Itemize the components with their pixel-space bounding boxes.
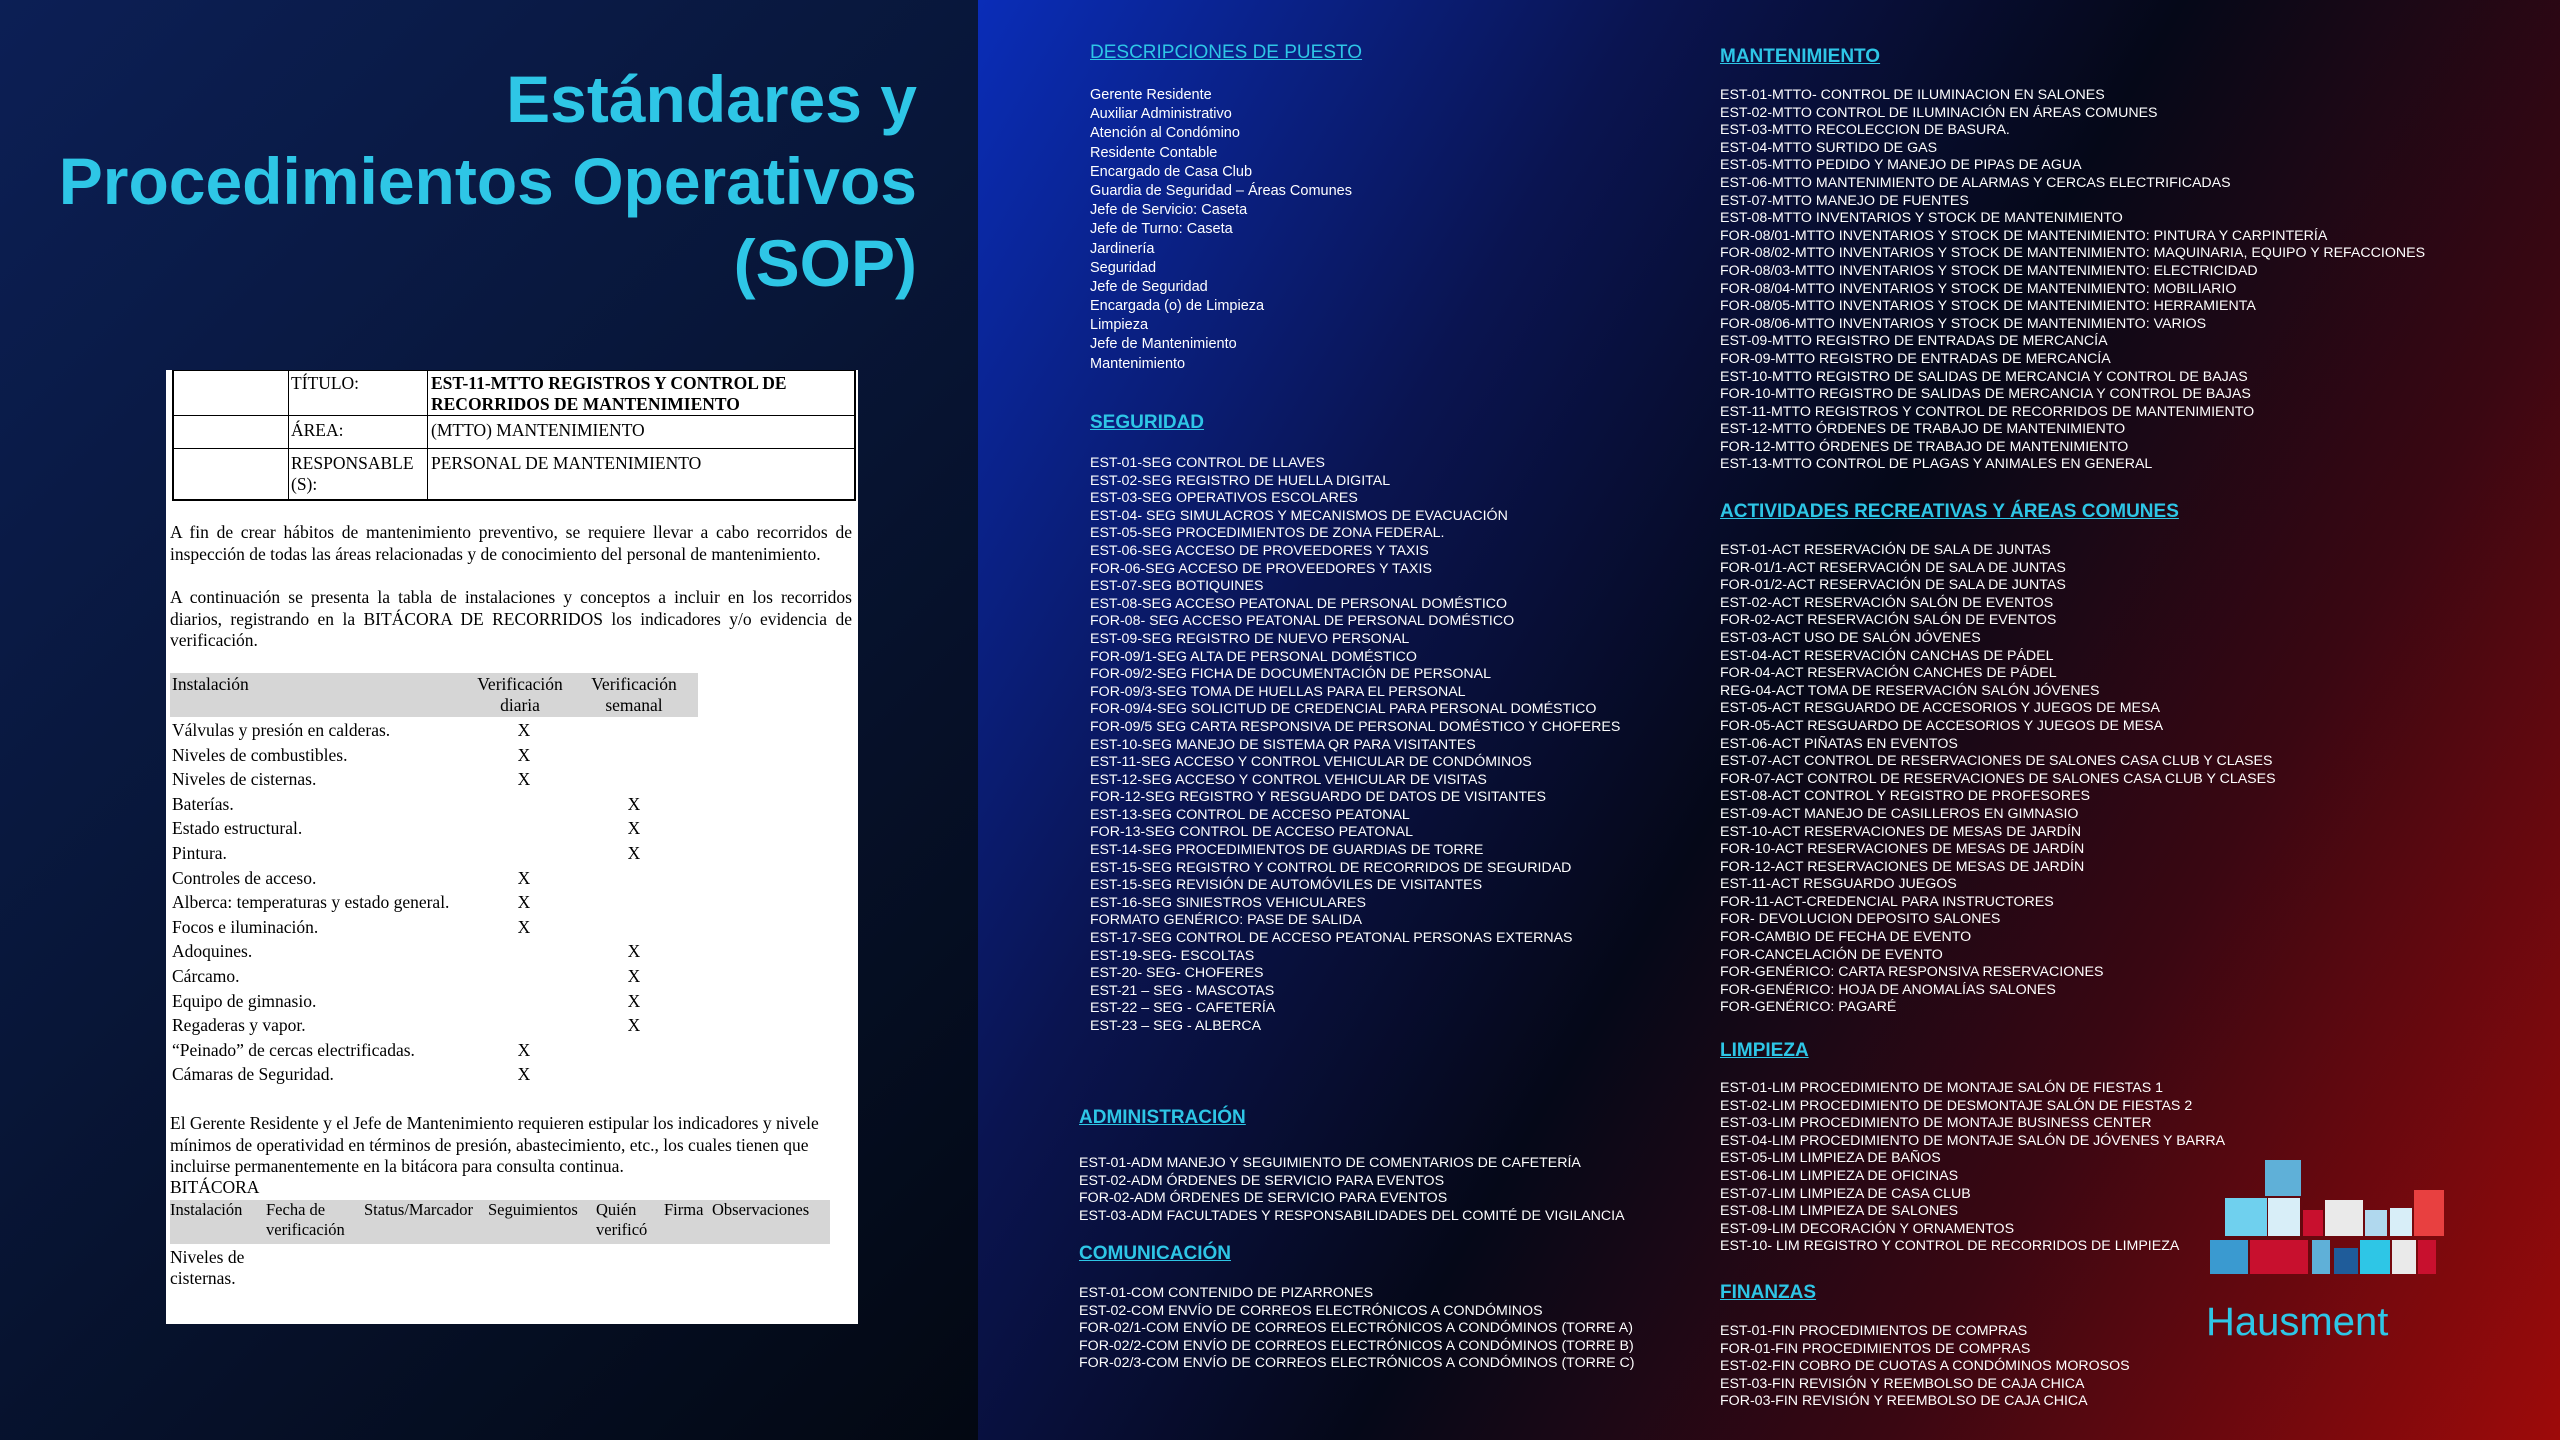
weekly-check: X [627, 990, 641, 1011]
list-item: EST-03-MTTO RECOLECCION DE BASURA. [1720, 122, 2010, 139]
list-item: EST-07-MTTO MANEJO DE FUENTES [1720, 192, 1969, 209]
daily-check: X [517, 720, 531, 740]
installation-row-label: Regaderas y vapor. [172, 1015, 306, 1036]
installation-row-label: Focos e iluminación. [172, 916, 319, 937]
daily-check: X [517, 1039, 531, 1060]
list-item: FOR-09/2-SEG FICHA DE DOCUMENTACIÓN DE PERSONAL [1090, 666, 1491, 683]
list-comunicacion [1079, 1285, 1634, 1373]
list-item: EST-01-MTTO- CONTROL DE ILUMINACION EN SALONES [1720, 87, 2105, 103]
list-item: FOR-01/2-ACT RESERVACIÓN DE SALA DE JUNTAS [1720, 577, 2066, 594]
list-item: EST-19-SEG- ESCOLTAS [1090, 947, 1255, 964]
list-item: EST-02-COM ENVÍO DE CORREOS ELECTRÓNICOS A CONDÓMINOS [1079, 1302, 1543, 1319]
installation-row-label: Cárcamo. [172, 966, 240, 986]
list-item: FOR-04-ACT RESERVACIÓN CANCHES DE PÁDEL [1720, 665, 2057, 682]
list-item: EST-07-ACT CONTROL DE RESERVACIONES DE SALONES CASA CLUB Y CLASES [1720, 753, 2273, 770]
list-item: FOR-12-ACT RESERVACIONES DE MESAS DE JARDÍN [1720, 858, 2085, 875]
list-item: EST-08-MTTO INVENTARIOS Y STOCK DE MANTENIMIENTO [1720, 210, 2123, 227]
list-item: EST-11-SEG ACCESO Y CONTROL VEHICULAR DE CONDÓMINOS [1090, 754, 1532, 771]
list-item: Jefe de Mantenimiento [1090, 336, 1237, 353]
list-item: FOR-09-MTTO REGISTRO DE ENTRADAS DE MERCANCÍA [1720, 350, 2111, 367]
document-header-table [172, 370, 856, 501]
bitacora-col-header: Instalación [170, 1200, 243, 1219]
header-row-area [174, 415, 854, 448]
list-item: EST-06-SEG ACCESO DE PROVEEDORES Y TAXIS [1090, 542, 1429, 559]
weekly-check: X [627, 793, 641, 814]
header-value: PERSONAL DE MANTENIMIENTO [431, 453, 702, 473]
list-mantenimiento [1720, 87, 2425, 474]
list-item: FOR-10-MTTO REGISTRO DE SALIDAS DE MERCANCIA Y CONTROL DE BAJAS [1720, 386, 2251, 403]
list-item: EST-10-ACT RESERVACIONES DE MESAS DE JARDÍN [1720, 823, 2082, 840]
list-item: EST-08-SEG ACCESO PEATONAL DE PERSONAL DOMÉSTICO [1090, 595, 1508, 612]
paragraph-3: El Gerente Residente y el Jefe de Mantenimiento requieren estipular los indicadores y nivele mínimos de operatividad en términos de presión, abastecimiento, etc., los cuales tienen que incluirse permanentemente en la bitácora para consulta continua. [170, 1113, 819, 1176]
list-item: EST-06-ACT PIÑATAS EN EVENTOS [1720, 735, 1958, 752]
header-label: ÁREA: [288, 416, 428, 448]
weekly-check: X [627, 843, 641, 863]
list-item: EST-11-MTTO REGISTROS Y CONTROL DE RECORRIDOS DE MANTENIMIENTO [1720, 403, 2255, 420]
sop-document [166, 370, 858, 1324]
header-row-title [174, 370, 854, 415]
list-item: EST-14-SEG PROCEDIMIENTOS DE GUARDIAS DE TORRE [1090, 842, 1484, 859]
installation-row-label: Controles de acceso. [172, 867, 317, 888]
installation-row-label: Baterías. [172, 793, 234, 814]
list-item: FOR-09/4-SEG SOLICITUD DE CREDENCIAL PARA PERSONAL DOMÉSTICO [1090, 701, 1597, 718]
list-item: Jefe de Turno: Caseta [1090, 221, 1233, 238]
list-item: EST-01-ADM MANEJO Y SEGUIMIENTO DE COMENTARIOS DE CAFETERÍA [1079, 1155, 1581, 1171]
list-item: EST-23 – SEG - ALBERCA [1090, 1018, 1262, 1034]
list-item: Jefe de Servicio: Caseta [1090, 202, 1248, 219]
list-item: EST-22 – SEG - CAFETERÍA [1090, 1000, 1276, 1017]
bitacora-col-header: Firma [664, 1200, 704, 1219]
section-title-comunicacion[interactable]: COMUNICACIÓN [1079, 1243, 1231, 1264]
list-item: EST-03-FIN REVISIÓN Y REEMBOLSO DE CAJA CHICA [1720, 1375, 2085, 1392]
installation-row-label: Equipo de gimnasio. [172, 990, 317, 1011]
list-item: EST-09-ACT MANEJO DE CASILLEROS EN GIMNASIO [1720, 805, 2079, 822]
list-item: Gerente Residente [1090, 87, 1212, 103]
list-item: FOR-08/02-MTTO INVENTARIOS Y STOCK DE MANTENIMIENTO: MAQUINARIA, EQUIPO Y REFACCIONES [1720, 245, 2426, 262]
list-item: EST-17-SEG CONTROL DE ACCESO PEATONAL PERSONAS EXTERNAS [1090, 930, 1573, 947]
list-item: FOR-02/3-COM ENVÍO DE CORREOS ELECTRÓNICOS A CONDÓMINOS (TORRE C) [1079, 1355, 1635, 1372]
installation-row-label: Cámaras de Seguridad. [172, 1064, 334, 1085]
list-item: FOR-05-ACT RESGUARDO DE ACCESORIOS Y JUEGOS DE MESA [1720, 717, 2164, 734]
installation-row-label: Niveles de combustibles. [172, 744, 348, 765]
list-item: Limpieza [1090, 317, 1149, 334]
list-item: FOR-08/05-MTTO INVENTARIOS Y STOCK DE MANTENIMIENTO: HERRAMIENTA [1720, 298, 2256, 315]
list-item: EST-02-ADM ÓRDENES DE SERVICIO PARA EVENTOS [1079, 1172, 1445, 1189]
list-item: FOR-08/03-MTTO INVENTARIOS Y STOCK DE MANTENIMIENTO: ELECTRICIDAD [1720, 262, 2258, 279]
list-item: FOR-09/3-SEG TOMA DE HUELLAS PARA EL PERSONAL [1090, 683, 1466, 700]
list-item: EST-16-SEG SINIESTROS VEHICULARES [1090, 894, 1366, 911]
list-item: EST-03-SEG OPERATIVOS ESCOLARES [1090, 490, 1358, 507]
list-item: FOR-01-FIN PROCEDIMIENTOS DE COMPRAS [1720, 1340, 2031, 1357]
installation-row-label: Válvulas y presión en calderas. [172, 720, 391, 740]
list-item: EST-01-LIM PROCEDIMIENTO DE MONTAJE SALÓN DE FIESTAS 1 [1720, 1080, 2164, 1096]
list-item: EST-06-MTTO MANTENIMIENTO DE ALARMAS Y CERCAS ELECTRIFICADAS [1720, 174, 2231, 191]
weekly-check: X [627, 941, 641, 962]
list-item: FOR- DEVOLUCION DEPOSITO SALONES [1720, 911, 2001, 928]
list-item: FOR-12-SEG REGISTRO Y RESGUARDO DE DATOS DE VISITANTES [1090, 789, 1546, 806]
list-item: FORMATO GENÉRICO: PASE DE SALIDA [1090, 912, 1362, 929]
page-title [59, 58, 917, 304]
installation-row-label: Alberca: temperaturas y estado general. [172, 892, 450, 913]
list-item: EST-12-SEG ACCESO Y CONTROL VEHICULAR DE VISITAS [1090, 771, 1487, 788]
bitacora-first-row: Niveles de cisternas. [170, 1247, 245, 1288]
title-line-1: Estándares y [506, 62, 917, 136]
title-line-2: Procedimientos Operativos [58, 144, 917, 218]
list-item: EST-01-FIN PROCEDIMIENTOS DE COMPRAS [1720, 1323, 2028, 1339]
installation-row-label: Pintura. [172, 843, 227, 863]
list-item: EST-12-MTTO ÓRDENES DE TRABAJO DE MANTENIMIENTO [1720, 421, 2126, 438]
daily-check: X [517, 892, 531, 913]
list-item: EST-15-SEG REGISTRO Y CONTROL DE RECORRIDOS DE SEGURIDAD [1090, 859, 1572, 876]
list-item: EST-09-LIM DECORACIÓN Y ORNAMENTOS [1720, 1220, 2015, 1237]
list-item: EST-03-ACT USO DE SALÓN JÓVENES [1720, 629, 1981, 646]
header-label: RESPONSABLE(S): [288, 449, 428, 499]
section-title-descripciones[interactable]: DESCRIPCIONES DE PUESTO [1090, 42, 1363, 63]
list-actividades [1720, 542, 2276, 1017]
section-title-mantenimiento[interactable]: MANTENIMIENTO [1720, 46, 1881, 67]
list-item: FOR-03-FIN REVISIÓN Y REEMBOLSO DE CAJA CHICA [1720, 1393, 2088, 1410]
list-item: FOR-08/06-MTTO INVENTARIOS Y STOCK DE MANTENIMIENTO: VARIOS [1720, 315, 2207, 332]
list-item: FOR-06-SEG ACCESO DE PROVEEDORES Y TAXIS [1090, 560, 1432, 577]
list-item: EST-03-ADM FACULTADES Y RESPONSABILIDADES DEL COMITÉ DE VIGILANCIA [1079, 1207, 1625, 1224]
section-title-finanzas[interactable]: FINANZAS [1720, 1282, 1817, 1303]
list-item: FOR-09/5 SEG CARTA RESPONSIVA DE PERSONAL DOMÉSTICO Y CHOFERES [1090, 718, 1621, 735]
section-title-seguridad[interactable]: SEGURIDAD [1090, 412, 1205, 433]
list-item: FOR-GENÉRICO: CARTA RESPONSIVA RESERVACIONES [1720, 964, 2104, 981]
list-item: FOR-CANCELACIÓN DE EVENTO [1720, 946, 1943, 963]
weekly-check: X [627, 1015, 641, 1036]
list-item: FOR-13-SEG CONTROL DE ACCESO PEATONAL [1090, 824, 1413, 841]
list-item: EST-05-MTTO PEDIDO Y MANEJO DE PIPAS DE AGUA [1720, 157, 2082, 174]
list-item: EST-01-ACT RESERVACIÓN DE SALA DE JUNTAS [1720, 542, 2051, 558]
list-item: EST-13-MTTO CONTROL DE PLAGAS Y ANIMALES EN GENERAL [1720, 456, 2153, 473]
title-line-3: (SOP) [733, 226, 917, 300]
hausment-logo-text: Hausment [2206, 1300, 2389, 1344]
list-item: EST-09-SEG REGISTRO DE NUEVO PERSONAL [1090, 630, 1410, 647]
list-item: EST-01-SEG CONTROL DE LLAVES [1090, 455, 1325, 471]
list-item: EST-02-LIM PROCEDIMIENTO DE DESMONTAJE SALÓN DE FIESTAS 2 [1720, 1097, 2193, 1114]
header-value: (MTTO) MANTENIMIENTO [431, 420, 645, 440]
daily-check: X [517, 1064, 531, 1085]
list-item: EST-04-LIM PROCEDIMIENTO DE MONTAJE SALÓN DE JÓVENES Y BARRA [1720, 1132, 2226, 1149]
list-item: EST-09-MTTO REGISTRO DE ENTRADAS DE MERCANCÍA [1720, 333, 2108, 350]
installation-row-label: “Peinado” de cercas electrificadas. [172, 1039, 415, 1060]
list-item: FOR-02-ACT RESERVACIÓN SALÓN DE EVENTOS [1720, 612, 2057, 629]
bitacora-title: BITÁCORA [170, 1177, 260, 1197]
list-item: EST-07-SEG BOTIQUINES [1090, 578, 1264, 595]
header-row-responsable [174, 448, 854, 499]
list-item: FOR-09/1-SEG ALTA DE PERSONAL DOMÉSTICO [1090, 648, 1417, 665]
list-item: EST-04-ACT RESERVACIÓN CANCHAS DE PÁDEL [1720, 647, 2054, 664]
list-item: EST-13-SEG CONTROL DE ACCESO PEATONAL [1090, 806, 1410, 823]
list-item: EST-21 – SEG - MASCOTAS [1090, 982, 1275, 999]
list-item: Guardia de Seguridad – Áreas Comunes [1090, 182, 1352, 199]
bitacora-col-header: Quién verificó [596, 1200, 648, 1239]
col-header-diaria: Verificación diaria [477, 674, 563, 715]
list-item: FOR-02/2-COM ENVÍO DE CORREOS ELECTRÓNICOS A CONDÓMINOS (TORRE B) [1079, 1337, 1634, 1354]
list-item: Mantenimiento [1090, 355, 1186, 372]
list-item: FOR-08- SEG ACCESO PEATONAL DE PERSONAL DOMÉSTICO [1090, 613, 1515, 630]
list-item: EST-03-LIM PROCEDIMIENTO DE MONTAJE BUSINESS CENTER [1720, 1115, 2152, 1132]
list-item: EST-04- SEG SIMULACROS Y MECANISMOS DE EVACUACIÓN [1090, 507, 1508, 524]
list-item: Encargado de Casa Club [1090, 163, 1253, 180]
list-item: REG-04-ACT TOMA DE RESERVACIÓN SALÓN JÓVENES [1720, 682, 2100, 699]
list-item: Residente Contable [1090, 144, 1218, 161]
bitacora-col-header: Observaciones [712, 1200, 810, 1219]
daily-check: X [517, 916, 531, 937]
col-header-instalacion: Instalación [172, 674, 249, 694]
list-item: EST-02-FIN COBRO DE CUOTAS A CONDÓMINOS MOROSOS [1720, 1358, 2130, 1375]
list-item: EST-07-LIM LIMPIEZA DE CASA CLUB [1720, 1185, 1971, 1202]
daily-check: X [517, 867, 531, 888]
list-item: Encargada (o) de Limpieza [1090, 298, 1265, 315]
list-item: Auxiliar Administrativo [1090, 106, 1232, 123]
list-item: EST-04-MTTO SURTIDO DE GAS [1720, 139, 1938, 156]
list-item: EST-05-SEG PROCEDIMIENTOS DE ZONA FEDERAL. [1090, 525, 1445, 542]
header-label: TÍTULO: [288, 371, 428, 415]
list-item: EST-02-MTTO CONTROL DE ILUMINACIÓN EN ÁREAS COMUNES [1720, 104, 2158, 121]
weekly-check: X [627, 966, 641, 986]
daily-check: X [517, 769, 531, 790]
list-item: FOR-GENÉRICO: PAGARÉ [1720, 999, 1897, 1016]
list-item: Seguridad [1090, 259, 1157, 276]
list-item: FOR-08/04-MTTO INVENTARIOS Y STOCK DE MANTENIMIENTO: MOBILIARIO [1720, 280, 2237, 297]
list-item: EST-05-LIM LIMPIEZA DE BAÑOS [1720, 1150, 1941, 1167]
paragraph-2: A continuación se presenta la tabla de instalaciones y conceptos a incluir en los recorridos diarios, registrando en la BITÁCORA DE RECORRIDOS los indicadores y/o evidencia de verificación. [170, 587, 852, 650]
list-item: FOR-GENÉRICO: HOJA DE ANOMALÍAS SALONES [1720, 981, 2056, 998]
list-item: Jardinería [1090, 240, 1155, 257]
installation-row-label: Adoquines. [172, 941, 253, 962]
list-item: Jefe de Seguridad [1090, 278, 1208, 295]
installation-row-label: Estado estructural. [172, 818, 303, 839]
list-item: EST-02-ACT RESERVACIÓN SALÓN DE EVENTOS [1720, 594, 2054, 611]
list-item: Atención al Condómino [1090, 125, 1240, 142]
weekly-check: X [627, 818, 641, 839]
paragraph-1: A fin de crear hábitos de mantenimiento preventivo, se requiere llevar a cabo recorridos de inspección de todas las áreas relacionadas y de conocimiento del personal de mantenimiento. [170, 522, 852, 564]
list-item: EST-02-SEG REGISTRO DE HUELLA DIGITAL [1090, 472, 1391, 489]
col-header-semanal: Verificación semanal [591, 674, 677, 715]
list-item: FOR-07-ACT CONTROL DE RESERVACIONES DE SALONES CASA CLUB Y CLASES [1720, 770, 2276, 787]
section-title-administracion[interactable]: ADMINISTRACIÓN [1079, 1107, 1246, 1128]
bitacora-col-header: Seguimientos [488, 1200, 578, 1219]
list-item: FOR-08/01-MTTO INVENTARIOS Y STOCK DE MANTENIMIENTO: PINTURA Y CARPINTERÍA [1720, 227, 2328, 244]
list-descripciones [1090, 86, 1352, 374]
list-item: EST-08-ACT CONTROL Y REGISTRO DE PROFESORES [1720, 788, 2091, 805]
list-item: EST-11-ACT RESGUARDO JUEGOS [1720, 876, 1957, 893]
list-item: EST-01-COM CONTENIDO DE PIZARRONES [1079, 1285, 1374, 1301]
list-administracion [1079, 1155, 1625, 1225]
list-item: FOR-11-ACT-CREDENCIAL PARA INSTRUCTORES [1720, 893, 2054, 910]
list-item: FOR-02/1-COM ENVÍO DE CORREOS ELECTRÓNICOS A CONDÓMINOS (TORRE A) [1079, 1320, 1633, 1337]
list-item: FOR-01/1-ACT RESERVACIÓN DE SALA DE JUNTAS [1720, 559, 2066, 576]
header-value: EST-11-MTTO REGISTROS Y CONTROL DE RECORRIDOS DE MANTENIMIENTO [431, 373, 787, 414]
list-item: FOR-02-ADM ÓRDENES DE SERVICIO PARA EVENTOS [1079, 1190, 1448, 1207]
list-item: EST-05-ACT RESGUARDO DE ACCESORIOS Y JUEGOS DE MESA [1720, 700, 2160, 717]
bitacora-col-header: Fecha de verificación [266, 1200, 345, 1239]
section-title-actividades[interactable]: ACTIVIDADES RECREATIVAS Y ÁREAS COMUNES [1720, 501, 2179, 522]
list-item: EST-08-LIM LIMPIEZA DE SALONES [1720, 1203, 1959, 1220]
daily-check: X [517, 744, 531, 765]
list-item: FOR-CAMBIO DE FECHA DE EVENTO [1720, 929, 1972, 946]
installation-row-label: Niveles de cisternas. [172, 769, 317, 790]
bitacora-col-header: Status/Marcador [364, 1200, 474, 1219]
list-item: EST-06-LIM LIMPIEZA DE OFICINAS [1720, 1167, 1959, 1184]
list-item: EST-15-SEG REVISIÓN DE AUTOMÓVILES DE VISITANTES [1090, 877, 1483, 894]
list-item: FOR-10-ACT RESERVACIONES DE MESAS DE JARDÍN [1720, 841, 2085, 858]
list-item: EST-10-SEG MANEJO DE SISTEMA QR PARA VISITANTES [1090, 736, 1476, 753]
list-seguridad [1090, 455, 1620, 1036]
list-item: FOR-12-MTTO ÓRDENES DE TRABAJO DE MANTENIMIENTO [1720, 438, 2129, 455]
list-item: EST-20- SEG- CHOFERES [1090, 965, 1264, 982]
list-item: EST-10-MTTO REGISTRO DE SALIDAS DE MERCANCIA Y CONTROL DE BAJAS [1720, 368, 2248, 385]
list-limpieza [1720, 1080, 2225, 1256]
list-item: EST-10- LIM REGISTRO Y CONTROL DE RECORRIDOS DE LIMPIEZA [1720, 1238, 2180, 1255]
section-title-limpieza[interactable]: LIMPIEZA [1720, 1040, 1809, 1061]
list-finanzas [1720, 1323, 2130, 1411]
